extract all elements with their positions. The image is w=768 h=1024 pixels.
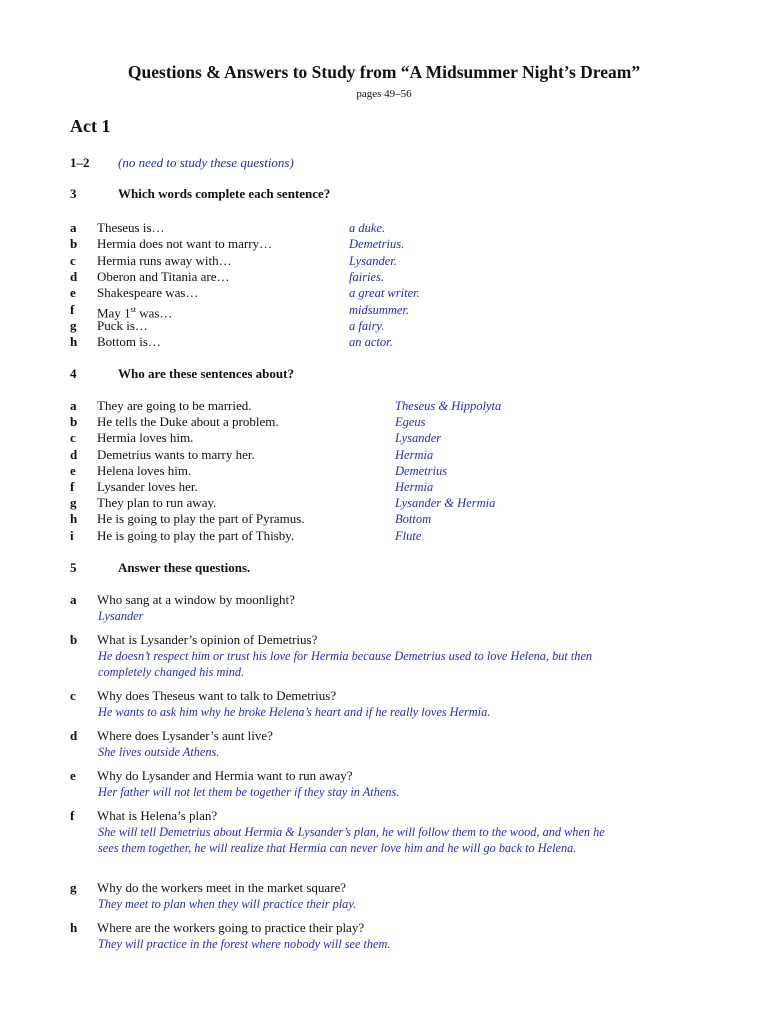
question-heading: Which words complete each sentence? [118,186,331,201]
item-answer: a duke. [349,221,386,235]
question-number: 5 [70,560,77,575]
item-prompt: They are going to be married. [97,398,252,413]
item-answer: Lysander. [349,253,397,268]
item-question: What is Lysander’s opinion of Demetrius? [97,632,318,647]
item-answer: Demetrius. [349,237,405,252]
item-letter: b [70,414,78,430]
question-heading: Who are these sentences about? [118,366,294,381]
item-prompt: Theseus is… [97,220,165,235]
item-letter: d [70,268,78,284]
item-answer: They will practice in the forest where nobody will see them. [98,937,391,951]
item-letter: a [70,592,77,607]
question-number: 3 [70,186,77,201]
item-letter: h [70,920,78,935]
item-letter: h [70,334,78,350]
item-letter: f [70,808,75,823]
item-answer: She will tell Demetrius about Hermia & Lysander’s plan, he will follow them to the wood, and when he [98,825,605,839]
item-prompt: He tells the Duke about a problem. [97,414,279,430]
document-title: Questions & Answers to Study from “A Midsummer Night’s Dream” [127,62,641,82]
item-letter: d [70,728,78,743]
item-answer: He wants to ask him why he broke Helena’s heart and if he really loves Hermia. [98,705,491,719]
item-answer: Lysander & Hermia [395,496,496,511]
item-letter: h [70,511,78,527]
item-letter: e [70,285,76,301]
item-prompt: Lysander loves her. [97,479,198,494]
item-letter: c [70,430,76,446]
item-answer: midsummer. [349,302,410,317]
item-question: Where are the workers going to practice their play? [97,920,365,935]
item-letter: a [70,398,77,413]
question-note: (no need to study these questions) [118,155,294,170]
item-letter: e [70,462,76,478]
item-letter: g [70,495,77,511]
item-answer: They meet to plan when they will practice their play. [98,897,357,911]
item-question: What is Helena’s plan? [97,808,218,823]
item-question: Why does Theseus want to talk to Demetrius? [97,688,337,703]
item-prompt-part: May 1 [97,304,131,320]
item-letter: g [70,317,77,333]
item-prompt: Oberon and Titania are… [97,268,230,284]
item-letter: c [70,252,76,268]
item-answer: Her father will not let them be together if they stay in Athens. [98,785,400,799]
item-answer: Lysander [395,431,442,446]
item-letter: b [70,236,78,252]
item-letter: d [70,446,78,462]
item-answer: She lives outside Athens. [98,745,220,759]
item-answer: Demetrius [395,463,448,478]
item-prompt: He is going to play the part of Thisby. [97,527,295,543]
item-letter: f [70,301,75,317]
question-number: 1–2 [70,155,90,170]
item-prompt: He is going to play the part of Pyramus. [97,511,305,527]
item-prompt: Hermia runs away with… [97,252,232,268]
item-prompt: Bottom is… [97,334,161,350]
item-letter: i [70,527,74,543]
item-prompt: Hermia loves him. [97,430,194,446]
item-answer: Egeus [395,415,426,430]
item-letter: e [70,768,76,783]
item-answer: an actor. [349,335,393,350]
item-answer: Flute [395,528,422,543]
item-prompt: Demetrius wants to marry her. [97,446,255,462]
item-prompt: Hermia does not want to marry… [97,236,273,252]
item-letter: c [70,688,76,703]
item-answer: Bottom [395,512,432,527]
question-number: 4 [70,366,77,381]
item-answer: Theseus & Hippolyta [395,399,502,413]
item-prompt-part: was… [135,304,173,320]
item-prompt: Shakespeare was… [97,285,199,301]
item-answer: a fairy. [349,318,385,333]
item-question: Where does Lysander’s aunt live? [97,728,273,743]
item-question: Why do Lysander and Hermia want to run away? [97,768,353,783]
item-answer: Lysander [98,609,144,623]
page-range: pages 49–56 [356,88,412,100]
act-heading: Act 1 [70,116,111,136]
item-question: Why do the workers meet in the market square? [97,880,347,895]
item-prompt: Puck is… [97,317,148,333]
item-answer: fairies. [349,269,385,284]
item-letter: f [70,479,75,494]
item-answer: Hermia [395,480,434,494]
item-answer: completely changed his mind. [98,665,245,679]
item-prompt: Helena loves him. [97,462,192,478]
item-answer: a great writer. [349,286,420,301]
item-question: Who sang at a window by moonlight? [97,592,295,607]
item-prompt: They plan to run away. [97,495,217,511]
ordinal-suffix: st [130,304,136,314]
item-letter: a [70,220,77,235]
item-answer: sees them together, he will realize that Hermia can never love him and he will go back to Helena. [98,841,577,855]
item-answer: He doesn’t respect him or trust his love for Hermia because Demetrius used to love Helena, but then [98,649,593,663]
question-heading: Answer these questions. [118,560,251,575]
item-letter: g [70,880,77,895]
item-answer: Hermia [395,447,434,462]
item-letter: b [70,632,78,647]
